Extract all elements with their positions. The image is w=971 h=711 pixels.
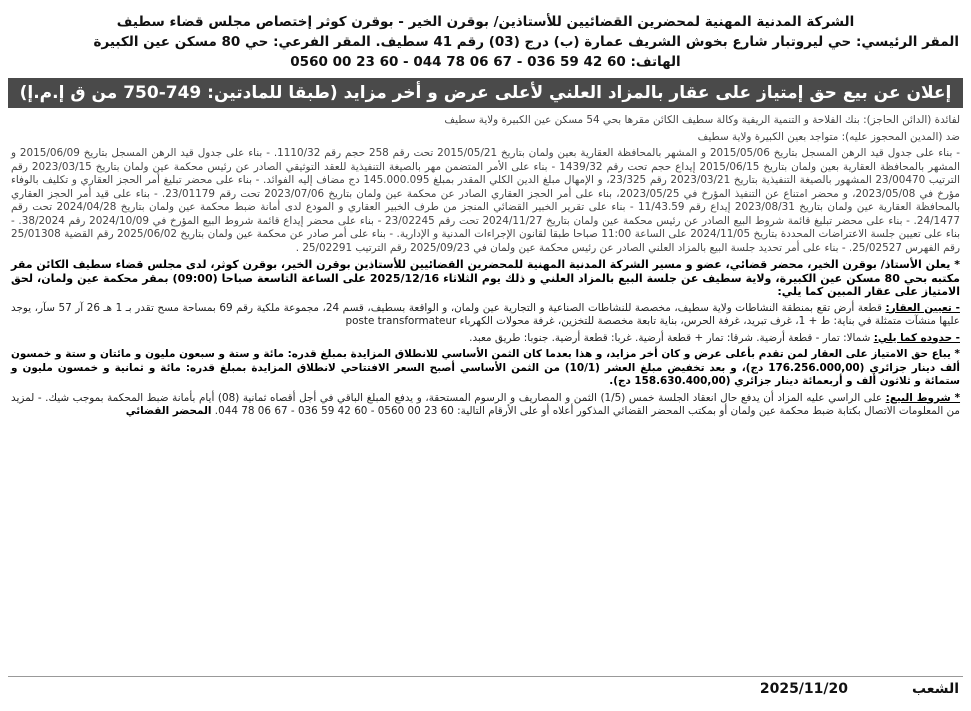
company-address: المقر الرئيسي: حي ليروتبار شارع بخوش الشريف عمارة (ب) درج (03) رقم 41 سطيف. المقر الفرعي: حي 80 مسكن عين الكبيرة xyxy=(93,34,959,50)
notice-body xyxy=(8,114,963,419)
publication-footer xyxy=(8,676,963,701)
publication-date: 2025/11/20 xyxy=(759,681,848,697)
signature: المحضر القضائي xyxy=(125,405,212,417)
auction-announcement: * يعلن الأستاذ/ بوقرن الخير، محضر قضائي، عضو و مسير الشركة المدنية المهنية للمحضرين القضائيين للأستاذين بوقرن الخير، بوقرن كوثر، لدى مجلس قضاء سطيف الكائن مقر مكتبه بحي 80 مسكن عين الكبيرة، ولاية سطيف عن جلسة البيع بالمزاد العلني و ذلك يوم الثلاثاء 2025/12/16 على الساعة التاسعة صباحا (09:00) بمقر محكمة عين ولمان، لحق الامتياز على عقار المبين كما يلي: xyxy=(11,258,960,298)
property-borders xyxy=(11,332,960,346)
letterhead xyxy=(8,4,963,72)
publication-name: الشعب xyxy=(911,681,959,697)
price-paragraph: * يباع حق الامتياز على العقار لمن تقدم بأعلى عرض و كان أخر مزايد، و هذا بعدما كان الثمن الأساسي للانطلاق المزايدة بمبلغ قدره: مائة و ستة و سبعون مليون و مائتان و ستة و خمسون ألف دينار جزائري (176.256.000,00 دج)، و بعد تخفيض مبلغ العشر (10/1) من الثمن الأساسي أصبح السعر الافتتاحي لانطلاق المزايدة بمبلغ قدره: مائة و ثمانية و خمسون مليون و ستمائة و ثلاثون ألف و أربعمائة دينار جزائري (158.630.400,00 دج). xyxy=(11,348,960,387)
designation-label: - تعيين العقار: xyxy=(885,301,960,314)
announcement-page xyxy=(8,4,963,703)
designation-text: قطعة أرض تقع بمنطقة النشاطات ولاية سطيف، مخصصة للنشاطات الصناعية و التجارية عين ولمان، و الواقعة بسطيف، قسم 24، مجموعة ملكية رقم 69 بمساحة مسح تقدر بـ 1 هـ 26 آر 57 سآر، يوجد عليها منشآت متمثلة في بناية: ط + 1، غرف تبريد، غرفة الحرس، بناية تابعة مخصصة للتخزين، غرفة محولات الكهرباء poste transformateur xyxy=(11,301,960,327)
company-name: الشركة المدنية المهنية لمحضرين القضائيين للأستاذين/ بوقرن الخير - بوقرن كوثر إختصاص مجلس قضاء سطيف xyxy=(116,14,855,30)
conditions-text: على الراسي عليه المزاد أن يدفع حال انعقاد الجلسة خمس (1/5) الثمن و المصاريف و الرسوم المستحقة، و يدفع المبلغ الباقي في أجل أقصاه ثمانية (08) أيام بأمانة ضبط المحكمة بموجب شيك. - لمزيد من المعلومات الاتصال بكتابة ضبط محكمة عين ولمان أو بمكتب المحضر القضائي المذكور أعلاه أو على الأرقام التالية: 60 23 00 0560 - 60 42 59 036 - 67 06 78 044. xyxy=(11,391,960,417)
property-designation xyxy=(11,302,960,329)
conditions-paragraph xyxy=(11,392,960,419)
company-phone: الهاتف: 60 42 59 036 - 67 06 78 044 - 60 23 00 0560 xyxy=(290,54,681,70)
procedure-paragraph: - بناء على جدول قيد الرهن المسجل بتاريخ 2015/05/06 و المشهر بالمحافظة العقارية بعين ولمان بتاريخ 2015/05/21 تحت رقم 258 حجم رقم 1110/32. - بناء على جدول قيد الرهن المسجل بتاريخ 2015/06/09 و المشهر بالمحافظة العقارية بعين ولمان بتاريخ 2015/06/15 إيداع حجم تحت رقم 1439/32 - بناء على الأمر المتضمن مهر بالصيغة التنفيذية للعقد التوثيقي الصادر عن رئيس محكمة عين ولمان بتاريخ 2023/03/15 رقم الترتيب 23/00470 المشهور بالصيغة التنفيذية بتاريخ 2023/03/21 رقم 23/325، و الإمهال مبلغ الدين الكلي المقدر بمبلغ 145.000.095 دج مضاف إليه الفوائد. - بناء على محضر تبليغ أمر الحجز العقاري و تكليف بالوفاء مؤرخ في 2023/05/08، و محضر امتناع عن التنفيذ المؤرخ في 2023/05/25، بناء على أمر الحجز العقاري الصادر عن محكمة عين ولمان بتاريخ 2023/07/06 تحت رقم 23/01179. - بناء على قيد أمر الحجز العقاري بالمحافظة العقارية عين ولمان بتاريخ 2023/08/31 إيداع رقم 11/43.59 - بناء على تقرير الخبير القضائي المنجز من طرف الخبير العقاري و المودع لدى أمانة ضبط محكمة عين ولمان بتاريخ 2024/04/28 تحت رقم 24/1477. - بناء على محضر تبليغ قائمة شروط البيع الصادر عن رئيس محكمة عين ولمان بتاريخ 2024/11/27 تحت رقم 23/02245 - بناء على محضر إيداع قائمة شروط البيع المؤرخ في 2024/10/09 رقم 38/2024. - بناء على تعيين جلسة الاعتراضات المحددة بتاريخ 2024/11/05 على الساعة 11:00 صباحا طبقا لقانون الإجراءات المدنية و الإدارية. - بناء على أمر صادر عن محكمة عين ولمان بتاريخ 2025/06/02 رقم القضية 25/01308 رقم الفهرس 25/02527. - بناء على أمر تحديد جلسة البيع بالمزاد العلني الصادر عن رئيس محكمة عين ولمان في 2025/09/23 رقم الترتيب 25/02291 . xyxy=(11,147,961,254)
borders-label: - حدوده كما يلي: xyxy=(873,331,960,344)
borders-text: شمالا: تمار - قطعة أرضية. شرقا: تمار + قطعة أرضية. غربا: قطعة أرضية. جنوبا: طريق معبد. xyxy=(469,331,871,344)
notice-title: إعلان عن بيع حق إمتياز على عقار بالمزاد العلني لأعلى عرض و أخر مزايد (طبقا للمادتين: 749-750 من ق إ.م.إ) xyxy=(8,78,963,108)
creditor-paragraph: لفائدة (الدائن الحاجز): بنك الفلاحة و التنمية الريفية وكالة سطيف الكائن مقرها بحي 54 مسكن عين الكبيرة ولاية سطيف xyxy=(444,114,960,126)
conditions-label: * شروط البيع: xyxy=(885,391,961,404)
debtor-paragraph: ضد (المدين المحجوز عليه): متواجد بعين الكبيرة ولاية سطيف xyxy=(697,130,960,143)
